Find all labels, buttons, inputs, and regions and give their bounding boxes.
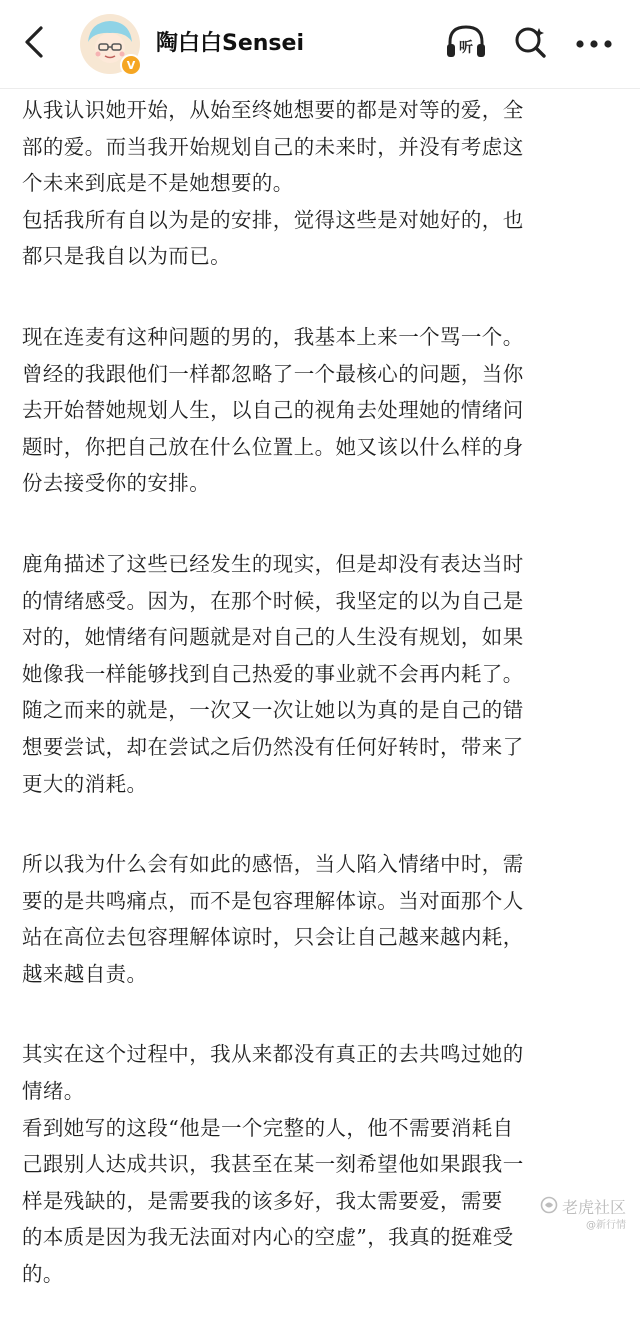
text-line: 越来越自责。 <box>22 961 148 986</box>
watermark-subtext: @新行情 <box>586 1220 626 1231</box>
watermark-text: 老虎社区 <box>561 1197 626 1217</box>
text-line: 她像我一样能够找到自己热爱的事业就不会再内耗了。 <box>22 661 524 686</box>
text-line: 所以我为什么会有如此的感悟，当人陷入情绪中时，需 <box>22 852 524 877</box>
text-line: 情绪。 <box>22 1079 85 1104</box>
text-line: 站在高位去包容理解体谅时，只会让自己越来越内耗， <box>22 925 524 950</box>
paragraph <box>22 92 622 275</box>
tiger-logo-icon <box>540 1196 558 1219</box>
text-line: 份去接受你的安排。 <box>22 471 211 496</box>
text-line: 从我认识她开始，从始至终她想要的都是对等的爱，全 <box>22 98 524 122</box>
text-line: 曾经的我跟他们一样都忽略了一个最核心的问题，当你 <box>22 361 524 386</box>
text-line: 部的爱。而当我开始规划自己的未来时，并没有考虑这 <box>22 134 524 159</box>
text-line: 的本质是因为我无法面对内心的空虚”，我真的挺难受 <box>22 1225 514 1250</box>
text-line: 包括我所有自以为是的安排，觉得这些是对她好的，也 <box>22 207 524 232</box>
more-icon <box>574 35 614 54</box>
paragraph <box>22 1036 622 1292</box>
text-line: 现在连麦有这种问题的男的，我基本上来一个骂一个。 <box>22 324 524 349</box>
paragraph <box>22 546 622 802</box>
back-button[interactable] <box>14 24 54 64</box>
text-line: 己跟别人达成共识，我甚至在某一刻希望他如果跟我一 <box>22 1152 524 1177</box>
text-line: 样是残缺的，是需要我的该多好，我太需要爱，需要 <box>22 1188 503 1213</box>
text-line: 个未来到底是不是她想要的。 <box>22 171 294 196</box>
text-line: 看到她写的这段“他是一个完整的人，他不需要消耗自 <box>22 1115 514 1140</box>
chevron-left-icon <box>21 25 47 63</box>
text-line: 更大的消耗。 <box>22 771 148 796</box>
listen-button[interactable] <box>444 22 488 66</box>
text-line: 题时，你把自己放在什么位置上。她又该以什么样的身 <box>22 434 524 459</box>
text-line: 想要尝试，却在尝试之后仍然没有任何好转时，带来了 <box>22 734 524 759</box>
verified-badge: V <box>120 54 142 76</box>
article-body <box>22 92 622 1337</box>
search-button[interactable] <box>508 22 552 66</box>
author-name[interactable]: 陶白白Sensei <box>156 31 304 56</box>
text-line: 都只是我自以为而已。 <box>22 244 231 269</box>
top-bar <box>0 0 640 89</box>
listen-icon <box>444 22 488 66</box>
search-icon <box>510 22 550 66</box>
text-line: 的情绪感受。因为，在那个时候，我坚定的以为自己是 <box>22 588 524 613</box>
text-line: 对的，她情绪有问题就是对自己的人生没有规划，如果 <box>22 625 524 650</box>
text-line: 的。 <box>22 1262 64 1287</box>
more-button[interactable] <box>572 22 616 66</box>
paragraph <box>22 846 622 992</box>
watermark <box>540 1196 626 1233</box>
text-line: 要的是共鸣痛点，而不是包容理解体谅。当对面那个人 <box>22 888 524 913</box>
text-line: 随之而来的就是，一次又一次让她以为真的是自己的错 <box>22 698 524 723</box>
text-line: 去开始替她规划人生，以自己的视角去处理她的情绪问 <box>22 398 524 423</box>
paragraph <box>22 319 622 502</box>
text-line: 鹿角描述了这些已经发生的现实，但是却没有表达当时 <box>22 551 524 576</box>
author-avatar[interactable] <box>80 14 140 74</box>
listen-label: 听 <box>459 40 473 56</box>
text-line: 其实在这个过程中，我从来都没有真正的去共鸣过她的 <box>22 1042 524 1067</box>
